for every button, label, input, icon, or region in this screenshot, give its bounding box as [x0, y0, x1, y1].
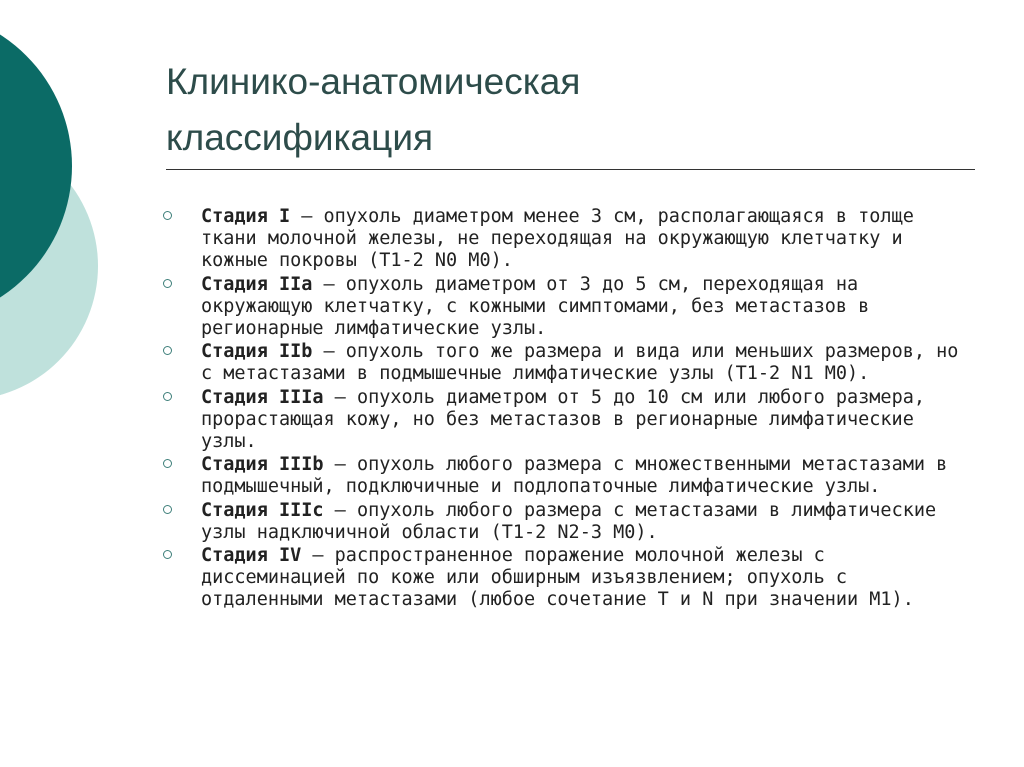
circle-bullet-icon [163, 459, 172, 468]
list-item-stage-iiic [163, 500, 963, 544]
list-item-stage-iia [163, 274, 963, 340]
stage-description: — опухоль того же размера и вида или меньших размеров, но с метастазами в подмышечные лимфатические узлы (T1-2 N1 M0). [201, 341, 959, 384]
list-item-stage-iv [163, 545, 963, 611]
slide-title-line-2: классификация [166, 117, 434, 158]
slide-title-line-1: Клинико-анатомическая [166, 61, 581, 102]
stage-name: Стадия IIIc [201, 499, 324, 521]
stage-name: Стадия IIIb [201, 454, 324, 475]
list-item-stage-i [163, 206, 963, 272]
stage-name: Стадия IIa [201, 273, 313, 295]
stage-description: — опухоль любого размера с метастазами в лимфатические узлы надключичной области (T1-2 N2-3 M0). [201, 499, 937, 543]
stage-name: Стадия IIIa [201, 386, 324, 408]
title-divider [166, 169, 975, 170]
list-item-stage-iiia [163, 387, 963, 453]
slide-title [166, 54, 966, 166]
list-item-stage-iiib [163, 454, 963, 498]
circle-bullet-icon [163, 392, 172, 401]
circle-bullet-icon [163, 550, 172, 559]
stage-list [163, 206, 963, 613]
stage-name: Стадия IV [201, 545, 302, 566]
list-item-stage-iib [163, 341, 963, 385]
stage-description: — опухоль диаметром от 5 до 10 см или любого размера, прорастающая кожу, но без метастазов в регионарные лимфатические узлы. [201, 386, 925, 452]
circle-bullet-icon [163, 505, 172, 514]
stage-description: — опухоль диаметром от 3 до 5 см, переходящая на окружающую клетчатку, с кожными симптомами, без метастазов в регионарные лимфатические узлы. [201, 273, 870, 339]
circle-bullet-icon [163, 211, 172, 220]
stage-name: Стадия I [201, 206, 291, 227]
circle-bullet-icon [163, 279, 172, 288]
circle-bullet-icon [163, 346, 172, 355]
stage-description: — опухоль диаметром менее 3 см, располагающаяся в толще ткани молочной железы, не переходящая на окружающую клетчатку и кожные покровы (T1-2 N0 M0). [201, 206, 914, 271]
stage-description: — распространенное поражение молочной железы с диссеминацией по коже или обширным изъязвлением; опухоль с отдаленными метастазами (любое сочетание T и N при значении M1). [201, 545, 914, 610]
stage-name: Стадия IIb [201, 341, 313, 362]
stage-description: — опухоль любого размера с множественными метастазами в подмышечный, подключичные и подлопаточные лимфатические узлы. [201, 454, 948, 497]
